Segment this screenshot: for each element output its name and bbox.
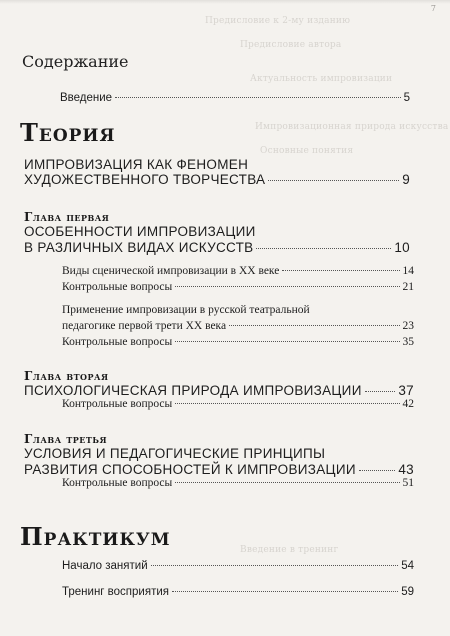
dot-leader [359, 470, 396, 471]
chapter-title-line: ОСОБЕННОСТИ ИМПРОВИЗАЦИИ [24, 224, 256, 239]
page-number: 43 [398, 462, 414, 477]
toc-entry-stage-improvisation[interactable] [62, 265, 414, 277]
chapter-heading-first: Глава первая [24, 210, 110, 224]
chapter-title-line: РАЗВИТИЯ СПОСОБНОСТЕЙ К ИМПРОВИЗАЦИИ [24, 462, 356, 477]
dot-leader [256, 248, 391, 249]
toc-entry-first-lessons[interactable] [62, 560, 414, 572]
page-number: 54 [401, 560, 414, 572]
section-line: ИМПРОВИЗАЦИЯ КАК ФЕНОМЕН [24, 157, 249, 172]
dot-leader [172, 591, 398, 592]
toc-entry-chapter-two[interactable] [24, 383, 414, 398]
page-number: 9 [402, 172, 410, 187]
page-number: 59 [401, 586, 414, 598]
dot-leader [282, 270, 399, 271]
toc-entry-review-questions[interactable] [62, 281, 414, 293]
chapter-heading-second: Глава вторая [24, 369, 109, 383]
toc-entry-russian-pedagogy[interactable] [62, 320, 414, 332]
chapter-heading-third: Глава третья [24, 432, 108, 446]
toc-title: Содержание [22, 52, 129, 71]
show-through-text: Предисловие автора [240, 40, 342, 50]
toc-entry-chapter-one[interactable] [24, 240, 410, 255]
entry-label: Контрольные вопросы [62, 398, 173, 410]
page-number: 37 [398, 383, 414, 398]
entry-label: Начало занятий [62, 560, 148, 572]
page-top-shadow [0, 0, 450, 4]
page-number: 14 [402, 265, 414, 277]
toc-entry-improvisation-phenomenon[interactable] [24, 172, 410, 187]
toc-entry-perception-training[interactable] [62, 586, 414, 598]
entry-label: Тренинг восприятия [62, 586, 170, 598]
page-number: 5 [403, 92, 410, 104]
page-number: 23 [402, 320, 414, 332]
dot-leader [175, 341, 399, 342]
entry-label: Виды сценической импровизации в XX веке [62, 265, 280, 277]
part-heading-theory: Теория [20, 118, 116, 147]
page-number: 10 [394, 240, 410, 255]
dot-leader [175, 286, 399, 287]
toc-entry-review-questions[interactable] [62, 477, 414, 489]
page-number: 35 [402, 336, 414, 348]
page-number: 42 [402, 398, 414, 410]
entry-label: Контрольные вопросы [62, 281, 173, 293]
entry-label: Контрольные вопросы [62, 477, 173, 489]
entry-label-line: педагогике первой трети XX века [62, 320, 227, 332]
page-number: 51 [402, 477, 414, 489]
dot-leader [175, 403, 399, 404]
chapter-title-line: ПСИХОЛОГИЧЕСКАЯ ПРИРОДА ИМПРОВИЗАЦИИ [24, 383, 362, 398]
chapter-title-line: В РАЗЛИЧНЫХ ВИДАХ ИСКУССТВ [24, 240, 254, 255]
show-through-text: Импровизационная природа искусства [255, 122, 449, 132]
chapter-title-line: УСЛОВИЯ И ПЕДАГОГИЧЕСКИЕ ПРИНЦИПЫ [24, 446, 326, 461]
toc-entry-review-questions[interactable] [62, 336, 414, 348]
show-through-text: Предисловие к 2-му изданию [205, 16, 351, 26]
dot-leader [268, 180, 399, 181]
show-through-text: Введение в тренинг [240, 545, 339, 555]
dot-leader [229, 325, 399, 326]
dot-leader [151, 565, 399, 566]
show-through-text: Основные понятия [260, 146, 354, 156]
dot-leader [175, 482, 399, 483]
corner-page-number: 7 [430, 4, 436, 13]
entry-label: Контрольные вопросы [62, 336, 173, 348]
toc-entry-introduction[interactable] [60, 92, 410, 104]
dot-leader [115, 97, 401, 98]
entry-label: Введение [60, 92, 113, 104]
section-line: ХУДОЖЕСТВЕННОГО ТВОРЧЕСТВА [24, 172, 266, 187]
part-heading-practicum: Практикум [20, 522, 171, 551]
show-through-text: Актуальность импровизации [250, 74, 393, 84]
entry-label-line: Применение импровизации в русской театральной [62, 304, 310, 316]
page-number: 21 [402, 281, 414, 293]
toc-entry-chapter-three[interactable] [24, 462, 414, 477]
dot-leader [365, 391, 396, 392]
toc-entry-review-questions[interactable] [62, 398, 414, 410]
